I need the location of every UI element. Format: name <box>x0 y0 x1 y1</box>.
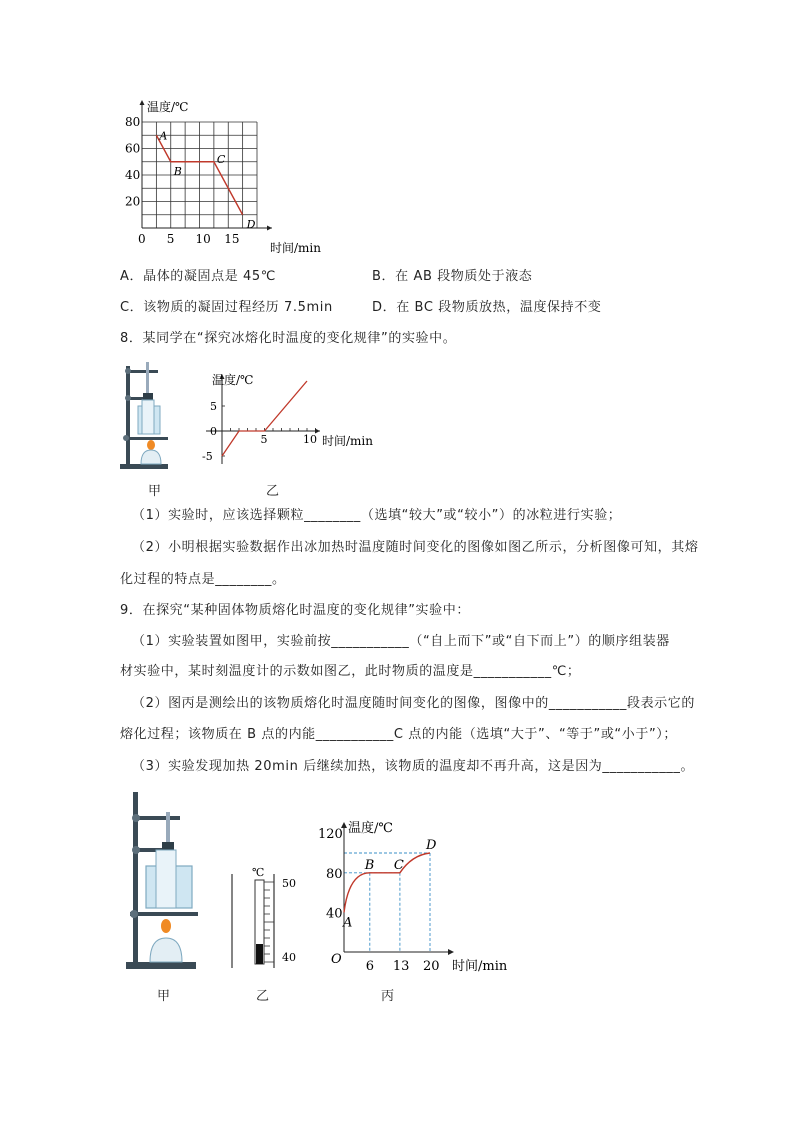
x-tick-label: 15 <box>224 232 240 246</box>
point-label: B <box>173 164 182 178</box>
chart-axes <box>140 100 273 231</box>
heating-apparatus-figure <box>118 360 180 472</box>
chart-guide-lines <box>344 853 430 952</box>
point-label: D <box>426 838 437 853</box>
y-tick-label: 80 <box>326 866 343 882</box>
question-8-stem: 8．某同学在“探究冰熔化时温度的变化规律”的实验中。 <box>120 331 457 346</box>
y-tick-label: 5 <box>210 400 217 413</box>
y-tick-label: 120 <box>318 827 343 843</box>
x-axis-label: 时间/min <box>270 241 321 255</box>
option-c: C．该物质的凝固过程经历 7.5min <box>120 300 333 315</box>
option-b: B．在 AB 段物质处于液态 <box>372 269 533 284</box>
question-9-part-1-line-1: （1）实验装置如图甲，实验前按___________（“自上而下”或“自下而上”）的顺序组装器 <box>132 634 670 649</box>
x-tick-label: 20 <box>423 959 440 974</box>
point-label: A <box>343 915 353 931</box>
x-axis-arrow <box>267 226 272 231</box>
point-label: D <box>246 217 256 231</box>
y-tick-label: 20 <box>125 194 141 209</box>
y-axis-arrow <box>140 100 145 105</box>
series-line <box>344 853 430 912</box>
chart-axes <box>341 822 454 955</box>
origin-label: O <box>331 952 342 967</box>
point-label: B <box>364 857 375 873</box>
thermometer-top-value: 50 <box>282 877 296 890</box>
figure-label-jia-2: 甲 <box>157 989 171 1004</box>
chart-ticks <box>125 115 256 246</box>
option-d: D．在 BC 段物质放热，温度保持不变 <box>372 300 602 315</box>
x-tick-label: 5 <box>166 232 175 246</box>
y-tick-label: 40 <box>326 906 343 922</box>
y-tick-label: 0 <box>210 425 217 438</box>
question-8-part-1: （1）实验时，应该选择颗粒________（选填“较大”或“较小”）的冰粒进行实验； <box>132 508 622 523</box>
ice-melting-chart <box>196 368 376 472</box>
figure-label-yi-2: 乙 <box>256 989 270 1004</box>
question-9-part-2-line-2: 熔化过程；该物质在 B 点的内能___________C 点的内能（选填“大于”、“等于”或“小于”）； <box>120 727 678 742</box>
y-axis-label: 温度/℃ <box>212 373 254 387</box>
thermometer-scale <box>264 882 274 962</box>
chart-series <box>344 853 430 912</box>
figure-label-bing: 丙 <box>381 989 395 1004</box>
x-axis-label: 时间/min <box>452 959 508 974</box>
thermometer-figure <box>226 866 302 970</box>
y-tick-label: 60 <box>125 141 141 156</box>
question-9-part-3: （3）实验发现加热 20min 后继续加热，该物质的温度却不再升高，这是因为___________。 <box>132 759 695 774</box>
x-axis-arrow <box>448 949 454 955</box>
point-label: C <box>216 152 226 166</box>
x-axis-label: 时间/min <box>322 434 373 448</box>
point-label: A <box>159 129 168 143</box>
x-tick-label: 13 <box>392 959 410 974</box>
x-tick-label: 5 <box>260 433 268 446</box>
chart-axes <box>206 374 320 464</box>
melting-apparatus-figure <box>122 788 204 973</box>
question-8-part-2-line-2: 化过程的特点是________。 <box>120 572 286 587</box>
question-9-part-2-line-1: （2）图丙是测绘出的该物质熔化时温度随时间变化的图像，图像中的___________段表示它的 <box>132 696 695 711</box>
question-8-part-2-line-1: （2）小明根据实验数据作出冰加热时温度随时间变化的图像如图乙所示，分析图像可知，其熔 <box>132 540 699 555</box>
x-tick-label: 6 <box>365 959 375 974</box>
y-tick-label: -5 <box>202 450 213 463</box>
option-a: A．晶体的凝固点是 45℃ <box>120 269 276 284</box>
x-tick-label: 0 <box>138 232 146 246</box>
y-tick-label: 80 <box>125 115 141 129</box>
y-tick-label: 40 <box>125 168 141 182</box>
figure-label-yi: 乙 <box>266 484 280 499</box>
question-9-stem: 9．在探究“某种固体物质熔化时温度的变化规律”实验中： <box>120 603 470 618</box>
figure-label-jia: 甲 <box>148 484 162 499</box>
thermometer-unit: ℃ <box>252 866 265 879</box>
point-label: C <box>393 857 404 873</box>
question-9-part-1-line-2: 材实验中，某时刻温度计的示数如图乙，此时物质的温度是___________℃； <box>120 664 581 679</box>
cooling-curve-chart <box>120 96 340 260</box>
y-axis-label: 温度/℃ <box>147 100 189 114</box>
melting-curve-chart <box>318 818 518 978</box>
x-tick-label: 10 <box>303 433 317 446</box>
y-axis-label: 温度/℃ <box>348 821 393 836</box>
thermometer-bottom-value: 40 <box>282 951 296 964</box>
x-tick-label: 10 <box>195 232 211 246</box>
